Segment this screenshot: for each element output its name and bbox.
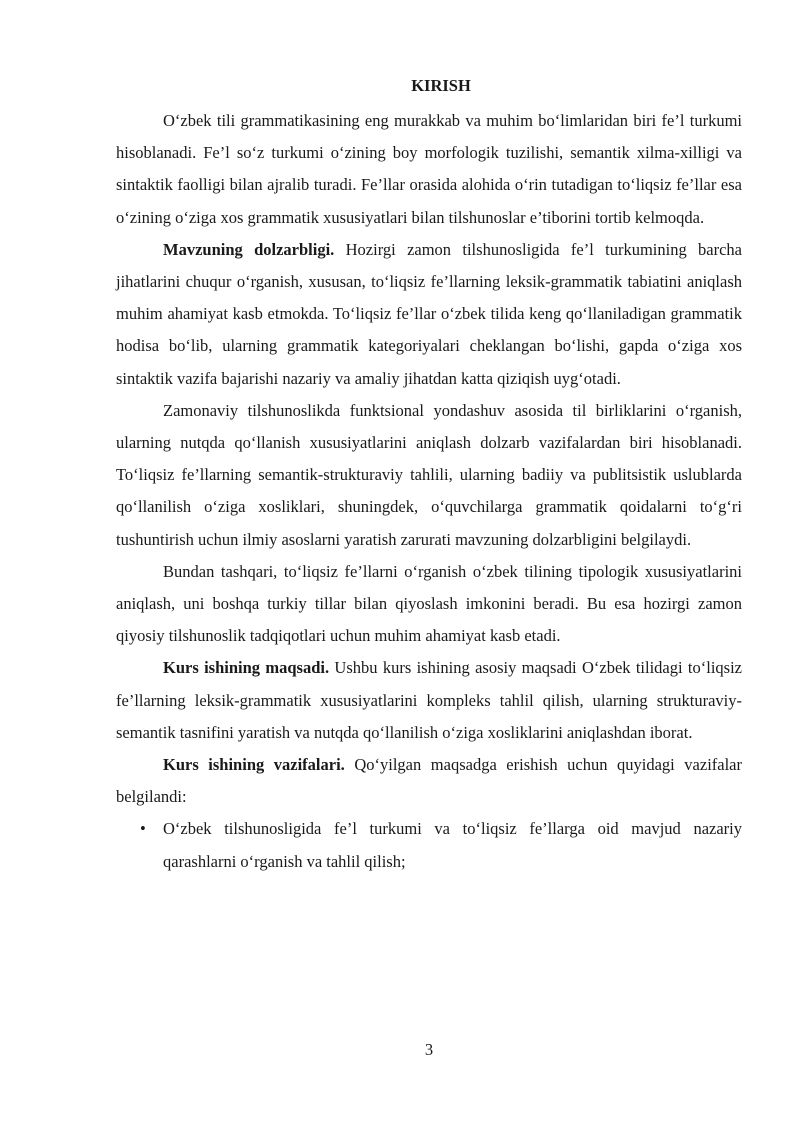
paragraph-text: Hozirgi zamon tilshunosligida fe’l turkumining barcha jihatlarini chuqur o‘rganish, xususan, to‘liqsiz fe’llarning leksik-grammatik tabiatini aniqlash muhim ahamiyat kasb etmokda. To‘liqsiz fe’llar o‘zbek tilida keng qo‘llaniladigan grammatik hodisa bo‘lib, ularning grammatik kategoriyalari cheklangan bo‘lishi, gapda o‘ziga xos sintaktik vazifa bajarishi nazariy va amaliy jihatdan katta qiziqish uyg‘otadi.: [116, 239, 742, 388]
paragraph-lead: Mavzuning dolzarbligi.: [163, 239, 335, 259]
paragraph-intro: [116, 105, 742, 234]
paragraph-text: Ushbu kurs ishining asosiy maqsadi O‘zbek tilidagi to‘liqsiz fe’llarning leksik-grammatik xususiyatlarini kompleks tahlil qilish, ularning strukturaviy-semantik tasnifini yaratish va nutqda qo‘llanilish o‘ziga xosliklarini aniqlashdan iborat.: [116, 658, 742, 742]
paragraph-goal: [116, 652, 742, 749]
paragraph-relevance: [116, 234, 742, 395]
page-content: [116, 76, 742, 878]
paragraph-text: O‘zbek tili grammatikasining eng murakkab va muhim bo‘limlaridan biri fe’l turkumi hisoblanadi. Fe’l so‘z turkumi o‘zining boy morfologik tuzilishi, semantik xilma-xilligi va sintaktik faolligi bilan ajralib turadi. Fe’llar orasida alohida o‘rin tutadigan to‘liqsiz fe’llar esa o‘zining o‘ziga xos grammatik xususiyatlari bilan tilshunoslar e’tiborini tortib kelmoqda.: [116, 111, 742, 227]
paragraph-text: Zamonaviy tilshunoslikda funktsional yondashuv asosida til birliklarini o‘rganish, ularning nutqda qo‘llanish xususiyatlarini aniqlash dolzarb vazifalardan biri hisoblanadi. To‘liqsiz fe’llarning semantik-strukturaviy tahlili, ularning badiiy va publitsistik uslublarda qo‘llanilish o‘ziga xosliklari, shuningdek, o‘quvchilarga grammatik qoidalarni to‘g‘ri tushuntirish uchun ilmiy asoslarni yaratish zarurati mavzuning dolzarbligini belgilaydi.: [116, 400, 742, 549]
bullet-icon: •: [140, 819, 146, 839]
paragraph-text: Bundan tashqari, to‘liqsiz fe’llarni o‘rganish o‘zbek tilining tipologik xususiyatlarini aniqlash, uni boshqa turkiy tillar bilan qiyoslash imkonini beradi. Bu esa hozirgi zamon qiyosiy tilshunoslik tadqiqotlari uchun muhim ahamiyat kasb etadi.: [116, 561, 742, 646]
tasks-list: [116, 813, 742, 877]
list-item-text: O‘zbek tilshunosligida fe’l turkumi va to‘liqsiz fe’llarga oid mavjud nazariy qarashlarni o‘rganish va tahlil qilish;: [163, 819, 742, 871]
paragraph-modern-approach: [116, 395, 742, 556]
page-number: 3: [424, 1040, 434, 1059]
list-item: [116, 813, 742, 877]
paragraph-typology: [116, 556, 742, 653]
paragraph-tasks: [116, 749, 742, 813]
paragraph-text: Qo‘yilgan maqsadga erishish uchun quyidagi vazifalar belgilandi:: [116, 755, 742, 807]
paragraph-lead: Kurs ishining vazifalari.: [163, 755, 345, 775]
paragraph-lead: Kurs ishining maqsadi.: [163, 658, 330, 678]
section-title: KIRISH: [411, 76, 471, 95]
